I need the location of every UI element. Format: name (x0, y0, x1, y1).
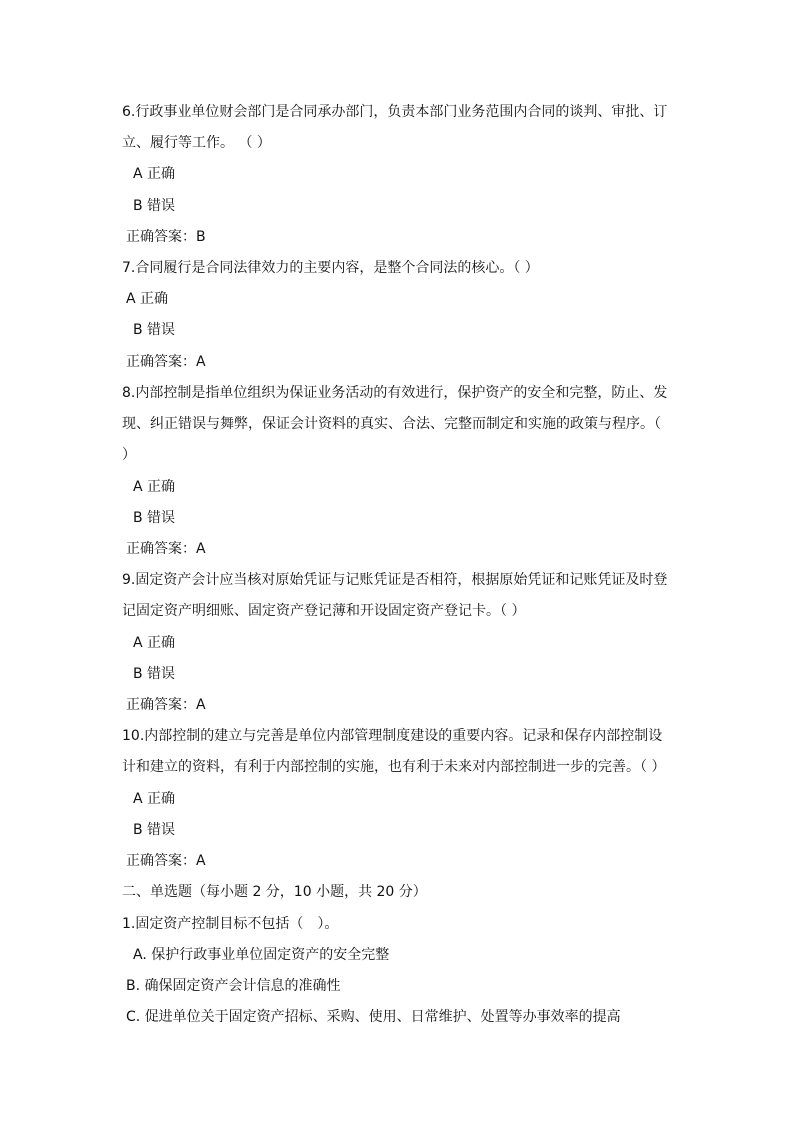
q8-text-line1: 8.内部控制是指单位组织为保证业务活动的有效进行，保护资产的安全和完整，防止、发 (122, 385, 668, 401)
q9-text-line1: 9.固定资产会计应当核对原始凭证与记账凭证是否相符，根据原始凭证和记账凭证及时登 (122, 572, 668, 588)
q7-answer: 正确答案：A (126, 354, 206, 370)
q10-text-line1: 10.内部控制的建立与完善是单位内部管理制度建设的重要内容。记录和保存内部控制设 (122, 728, 663, 744)
q6-option-b: B 错误 (133, 198, 176, 214)
q8-text-line3: ） (122, 447, 136, 463)
q7-text-line1: 7.合同履行是合同法律效力的主要内容，是整个合同法的核心。（ ） (122, 260, 539, 276)
q8-answer: 正确答案：A (126, 541, 206, 557)
q9-text-line2: 记固定资产明细账、固定资产登记薄和开设固定资产登记卡。（ ） (122, 603, 526, 619)
s1-text-line1: 1.固定资产控制目标不包括（ ）。 (122, 916, 339, 932)
q8-text-line2: 现、纠正错误与舞弊，保证会计资料的真实、合法、完整而制定和实施的政策与程序。（ (122, 416, 661, 432)
q6-option-a: A 正确 (133, 166, 176, 182)
q10-answer: 正确答案：A (126, 853, 206, 869)
q9-option-b: B 错误 (133, 666, 176, 682)
q10-option-a: A 正确 (133, 791, 176, 807)
s1-option-c: C. 促进单位关于固定资产招标、采购、使用、日常维护、处置等办事效率的提高 (126, 1009, 621, 1025)
q9-answer: 正确答案：A (126, 697, 206, 713)
q9-option-a: A 正确 (133, 635, 176, 651)
q10-text-line2: 计和建立的资料，有利于内部控制的实施，也有利于未来对内部控制进一步的完善。（ ） (122, 759, 666, 775)
section-heading: 二、单选题（每小题 2 分，10 小题，共 20 分） (122, 884, 427, 900)
s1-option-b: B. 确保固定资产会计信息的准确性 (126, 978, 341, 994)
s1-option-a: A. 保护行政事业单位固定资产的安全完整 (133, 947, 390, 963)
q6-text-line2: 立、履行等工作。 （ ） (122, 135, 271, 151)
q10-option-b: B 错误 (133, 822, 176, 838)
q7-option-a: A 正确 (126, 291, 169, 307)
q6-text-line1: 6.行政事业单位财会部门是合同承办部门，负责本部门业务范围内合同的谈判、审批、订 (122, 104, 668, 120)
q8-option-b: B 错误 (133, 510, 176, 526)
q8-option-a: A 正确 (133, 479, 176, 495)
q7-option-b: B 错误 (133, 322, 176, 338)
q6-answer: 正确答案：B (126, 229, 206, 245)
